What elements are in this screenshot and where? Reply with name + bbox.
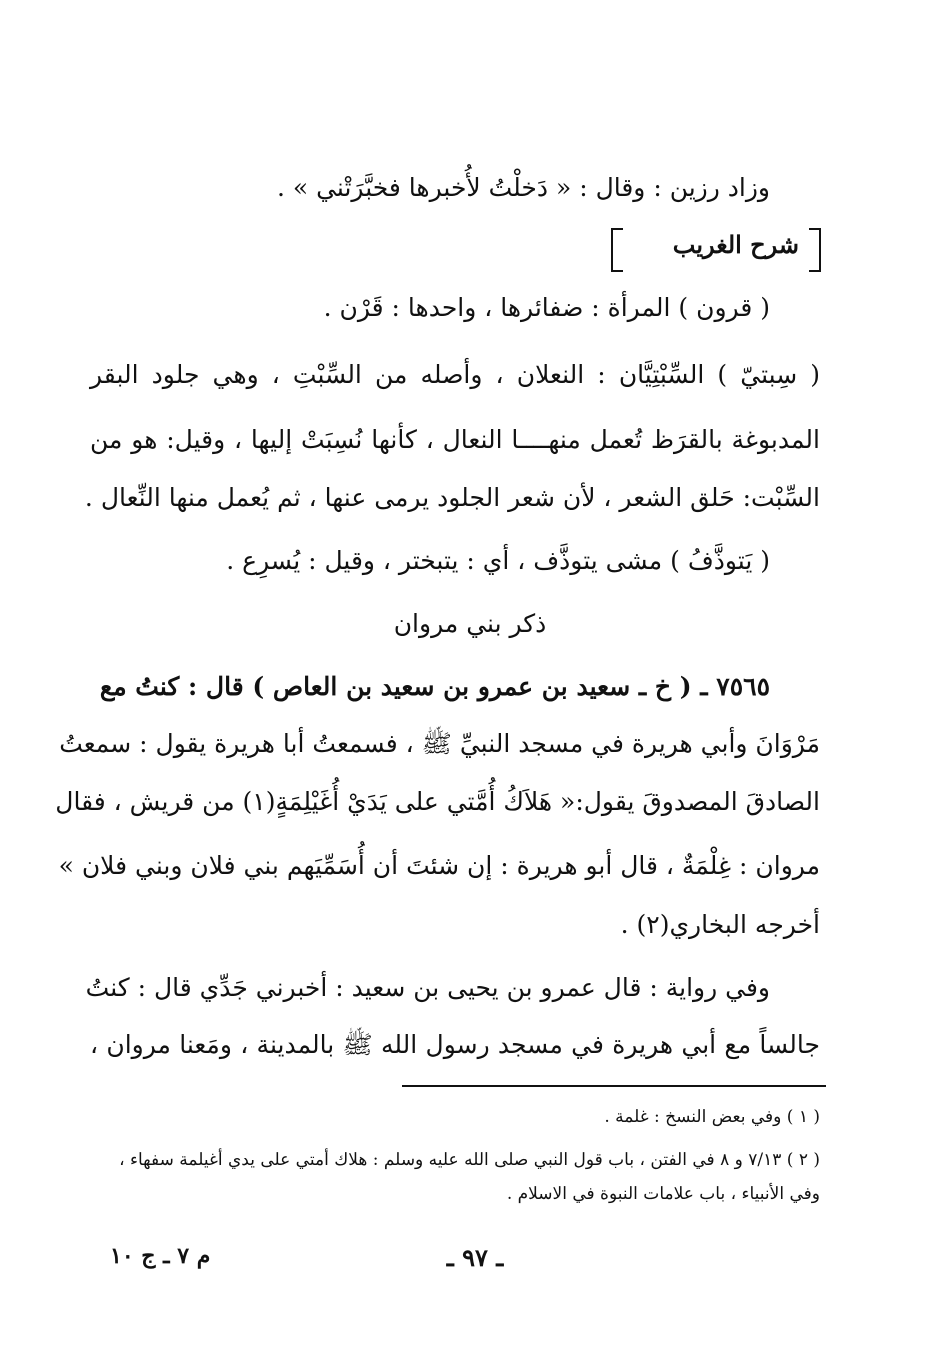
text-line-7: ( يَتوذَّفُ ) مشى يتوذَّف ، أي : يتبختر ، وقيل : يُسرِع .	[226, 546, 770, 575]
footnote-separator	[402, 1085, 826, 1087]
section-header-label: شرح الغريب	[672, 230, 799, 259]
signature-mark: م ٧ ـ ج ١٠	[110, 1243, 211, 1269]
text-line-6: السِّبْت: حَلق الشعر ، لأن شعر الجلود يرمى عنها ، ثم يُعمل منها النِّعال .	[84, 483, 820, 512]
text-line-3: ( قرون ) المرأة : ضفائرها ، واحدها : قَرْن .	[323, 293, 770, 322]
text-line-10: مَرْوَانَ وأبي هريرة في مسجد النبيِّ ﷺ ، فسمعتُ أبا هريرة يقول : سمعتُ	[59, 729, 820, 758]
text-line-15: جالساً مع أبي هريرة في مسجد رسول الله ﷺ بالمدينة ، ومَعنا مروان ،	[90, 1030, 820, 1059]
section-header-glossary	[611, 228, 821, 272]
chapter-title: ذكر بني مروان	[393, 609, 547, 638]
footnote-1: ( ١ ) وفي بعض النسخ : غلمة .	[604, 1107, 820, 1127]
bracket-right	[809, 228, 821, 272]
text-line-4: ( سِبتيّ ) السِّبْتِيَّان : النعلان ، وأصله من السِّبْتِ ، وهي جلود البقر	[90, 360, 820, 389]
text-line-12: مروان : غِلْمَةٌ ، قال أبو هريرة : إن شئتَ أن أُسَمِّيَهم بني فلان وبني فلان »	[58, 851, 820, 880]
text-line-13: أخرجه البخاري(٢) .	[620, 910, 820, 939]
text-line-1: وزاد رزين : وقال : « دَخلْتُ لأُخبرها فخبَّرَتْني » .	[276, 173, 770, 202]
footnote-2: ( ٢ ) ٧/١٣ و ٨ في الفتن ، باب قول النبي صلى الله عليه وسلم : هلاك أمتي على يدي أغيلمة سفهاء ،	[119, 1150, 820, 1170]
text-line-11: الصادقَ المصدوقَ يقول:« هَلاَكُ أُمَّتي على يَدَيْ أُغَيْلِمَةٍ(١) من قريش ، فقال	[55, 787, 820, 816]
page-number: ـ ٩٧ ـ	[446, 1243, 504, 1272]
footnote-2-continued: وفي الأنبياء ، باب علامات النبوة في الاسلام .	[506, 1184, 820, 1204]
text-line-5: المدبوغة بالقرَظ تُعمل منهــــا النعال ، كأنها نُسِبَتْ إليها ، وقيل: هو من	[90, 425, 820, 454]
text-line-14: وفي رواية : قال عمرو بن يحيى بن سعيد : أخبرني جَدِّي قال : كنتُ	[85, 973, 770, 1002]
hadith-heading-line: ٧٥٦٥ ـ ( خ ـ سعيد بن عمرو بن سعيد بن العاص ) قال : كنتُ مع	[99, 672, 770, 701]
bracket-left	[611, 228, 623, 272]
